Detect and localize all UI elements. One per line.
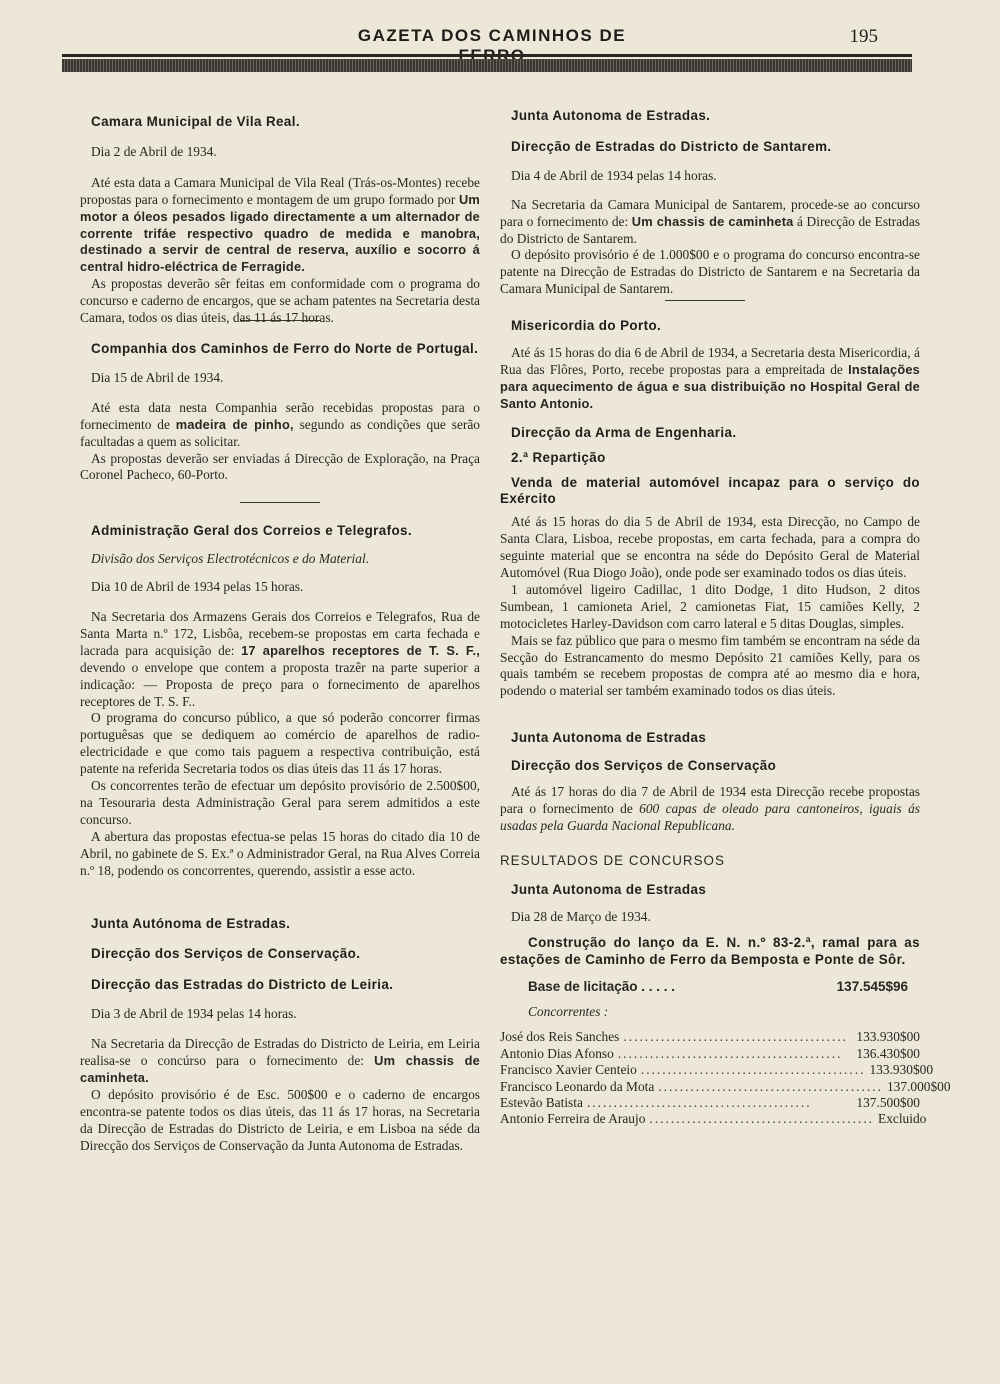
section-heading: Misericordia do Porto. bbox=[511, 318, 662, 334]
competitors-label: Concorrentes : bbox=[528, 1003, 609, 1019]
journal-title: GAZETA DOS CAMINHOS DE bbox=[357, 26, 627, 45]
paragraph: Até ás 15 horas do dia 5 de Abril de 1934, esta Direcção, no Campo de Santa Clara, Lisboa, recebe propostas, em carta fechada, para a compra do seguinte material que se encontra na séde do Depósito Geral de Material Automóvel (Rua Diogo João), onde pode ser examinado todos os dias úteis. bbox=[500, 514, 920, 581]
paragraph: O depósito provisório é de Esc. 500$00 e o caderno de encargos encontra-se patente todos os dias úteis, das 11 ás 17 horas, na Secretaria da Direcção de Estradas do Districto de Leiria, e em Lisboa na séde da Direcção dos Serviços de Conservação da Junta Autonoma de Estradas. bbox=[80, 1086, 480, 1153]
section-date: Dia 3 de Abril de 1934 pelas 14 horas. bbox=[91, 1006, 297, 1022]
list-item: Antonio Dias Afonso .......................................... 136.430$00 bbox=[500, 1045, 920, 1061]
section-date: Dia 28 de Março de 1934. bbox=[511, 908, 651, 924]
base-bid-value: 137.545$96 bbox=[836, 978, 908, 994]
base-bid-label: Base de licitação . . . . . bbox=[528, 978, 676, 994]
left-column bbox=[80, 100, 480, 1155]
paragraph: Na Secretaria da Camara Municipal de Santarem, procede-se ao concurso para o fornecimento de: Um chassis de caminheta á Direcção de Estradas do Districto de Santarem. bbox=[500, 196, 921, 246]
section-heading: Junta Autonoma de Estradas bbox=[511, 730, 707, 746]
section-title: Venda de material automóvel incapaz para o serviço do Exército bbox=[500, 474, 920, 507]
paragraph: 1 automóvel ligeiro Cadillac, 1 dito Dodge, 1 dito Hudson, 2 ditos Sumbean, 1 camioneta Ariel, 2 camionetas Fiat, 15 camiões Kelly, 2 motocicletes Harley-Davidson com carro lateral e 5 ditas Douglas, simples. bbox=[500, 581, 920, 631]
section-subtitle: Divisão dos Serviços Electrotécnicos e do Material. bbox=[91, 551, 370, 567]
header-band bbox=[62, 59, 912, 72]
base-bid-row bbox=[528, 979, 908, 994]
section-heading: Administração Geral dos Correios e Telegrafos. bbox=[91, 523, 413, 539]
header-rule bbox=[62, 54, 912, 57]
paragraph: As propostas deverão sêr feitas em conformidade com o programa do concurso e caderno de encargos, que se acham patentes na Secretaria desta Camara, todos os dias úteis, das 11 ás 17 horas. bbox=[80, 276, 480, 326]
section-heading: Direcção da Arma de Engenharia. bbox=[511, 424, 737, 440]
section-heading: Direcção das Estradas do Districto de Leiria. bbox=[91, 977, 394, 993]
result-description: Construção do lanço da E. N. n.º 83-2.ª, ramal para as estações de Caminho de Ferro da Bemposta e Ponte de Sôr. bbox=[500, 934, 920, 967]
paragraph: O depósito provisório é de 1.000$00 e o programa do concurso encontra-se patente na Direcção de Estradas do Districto de Santarem e na Secretaria da Camara Municipal de Santarem. bbox=[500, 247, 920, 297]
section-date: Dia 15 de Abril de 1934. bbox=[91, 369, 224, 385]
paragraph: Na Secretaria dos Armazens Gerais dos Correios e Telegrafos, Rua de Santa Marta n.º 172, Lisbôa, recebem-se propostas em carta fechada e lacrada para acquisição de: 17 aparelhos receptores de T. S. F., devendo o envelope que contem a proposta trazêr na parte superior a indicação: — Proposta de preço para o fornecimento de aparelhos receptores de T. S. F.. bbox=[80, 609, 480, 709]
section-heading: Direcção dos Serviços de Conservação bbox=[511, 758, 777, 774]
section-heading: Junta Autonoma de Estradas. bbox=[511, 108, 711, 123]
section-heading: Direcção dos Serviços de Conservação. bbox=[91, 946, 361, 962]
masthead bbox=[62, 26, 912, 48]
paragraph: Até esta data nesta Companhia serão recebidas propostas para o fornecimento de madeira de pinho, segundo as condições que serão facultadas a quem as solicitar. bbox=[80, 399, 480, 449]
right-column bbox=[500, 100, 951, 1128]
section-heading: Direcção de Estradas do Districto de Santarem. bbox=[511, 138, 832, 154]
paragraph: Os concorrentes terão de efectuar um depósito provisório de 2.500$00, na Tesouraria desta Administração Geral para serem admitidos a este concurso. bbox=[80, 778, 480, 827]
section-date: Dia 4 de Abril de 1934 pelas 14 horas. bbox=[511, 167, 717, 183]
section-heading: Camara Municipal de Vila Real. bbox=[91, 114, 300, 129]
list-item: Francisco Leonardo da Mota .......................................... 137.000$00 bbox=[500, 1078, 951, 1094]
list-item: José dos Reis Sanches .......................................... 133.930$00 bbox=[500, 1029, 920, 1045]
results-title: RESULTADOS DE CONCURSOS bbox=[500, 852, 725, 868]
section-heading: Junta Autonoma de Estradas bbox=[511, 881, 707, 897]
paragraph: Na Secretaria da Direcção de Estradas do Districto de Leiria, em Leiria realisa-se o concúrso para o fornecimento de: Um chassis de caminheta. bbox=[80, 1036, 480, 1085]
page-number: 195 bbox=[849, 26, 878, 47]
paragraph: As propostas deverão ser enviadas á Direcção de Exploração, na Praça Coronel Pacheco, 60-Porto. bbox=[80, 450, 480, 483]
list-item: Estevão Batista .......................................... 137.500$00 bbox=[500, 1095, 920, 1111]
paragraph: O programa do concurso público, a que só poderão concorrer firmas portuguêsas que se dediquem ao comércio de aparelhos de radio-electricidade e que como tais paguem a respectiva contribuição, está patente na referida Secretaria todos os dias úteis das 11 ás 17 horas. bbox=[80, 710, 480, 777]
section-subheading: 2.ª Repartição bbox=[511, 449, 606, 465]
section-heading: Junta Autónoma de Estradas. bbox=[91, 915, 291, 931]
paragraph: Até ás 15 horas do dia 6 de Abril de 1934, a Secretaria desta Misericordia, á Rua das Flôres, Porto, recebe propostas para a empreitada de Instalações para aquecimento de água e sua distribuição no Hospital Geral de Santo Antonio. bbox=[500, 345, 920, 411]
list-item: Francisco Xavier Centeio .......................................... 133.930$00 bbox=[500, 1062, 934, 1078]
paragraph: Até esta data a Camara Municipal de Vila Real (Trás-os-Montes) recebe propostas para o fornecimento e montagem de um grupo formado por Um motor a óleos pesados ligado directamente a um alternador de corrente trifáe respectivo quadro de medida e manobra, destinado a servir de central de reserva, auxílio e socorro á central hidro-eléctrica de Ferragide. bbox=[80, 174, 480, 275]
section-date: Dia 10 de Abril de 1934 pelas 15 horas. bbox=[91, 579, 304, 595]
paragraph: Até ás 17 horas do dia 7 de Abril de 1934 esta Direcção recebe propostas para o fornecimento de 600 capas de oleado para cantoneiros, iguais ás usadas pela Guarda Nacional Republicana. bbox=[500, 784, 920, 833]
list-item: Antonio Ferreira de Araujo .......................................... Excluido bbox=[500, 1111, 927, 1127]
paragraph: Mais se faz público que para o mesmo fim também se encontram na séde da Secção do Estrancamento do mesmo Depósito 21 camiões Kelly, para os quais também se recebem propostas de compra até ao mesmo dia e hora, podendo o material ser também examinado todos os dias úteis. bbox=[500, 632, 920, 699]
competitors-list bbox=[500, 1029, 951, 1127]
paragraph: A abertura das propostas efectua-se pelas 15 horas do citado dia 10 de Abril, no gabinete de S. Ex.ª o Administrador Geral, na Rua Alves Correia n.º 18, podendo os concorrentes, querendo, assistir a esse acto. bbox=[80, 828, 480, 878]
section-heading: Companhia dos Caminhos de Ferro do Norte de Portugal. bbox=[91, 340, 479, 356]
separator bbox=[240, 502, 320, 503]
section-date: Dia 2 de Abril de 1934. bbox=[91, 143, 217, 159]
separator bbox=[665, 300, 745, 301]
